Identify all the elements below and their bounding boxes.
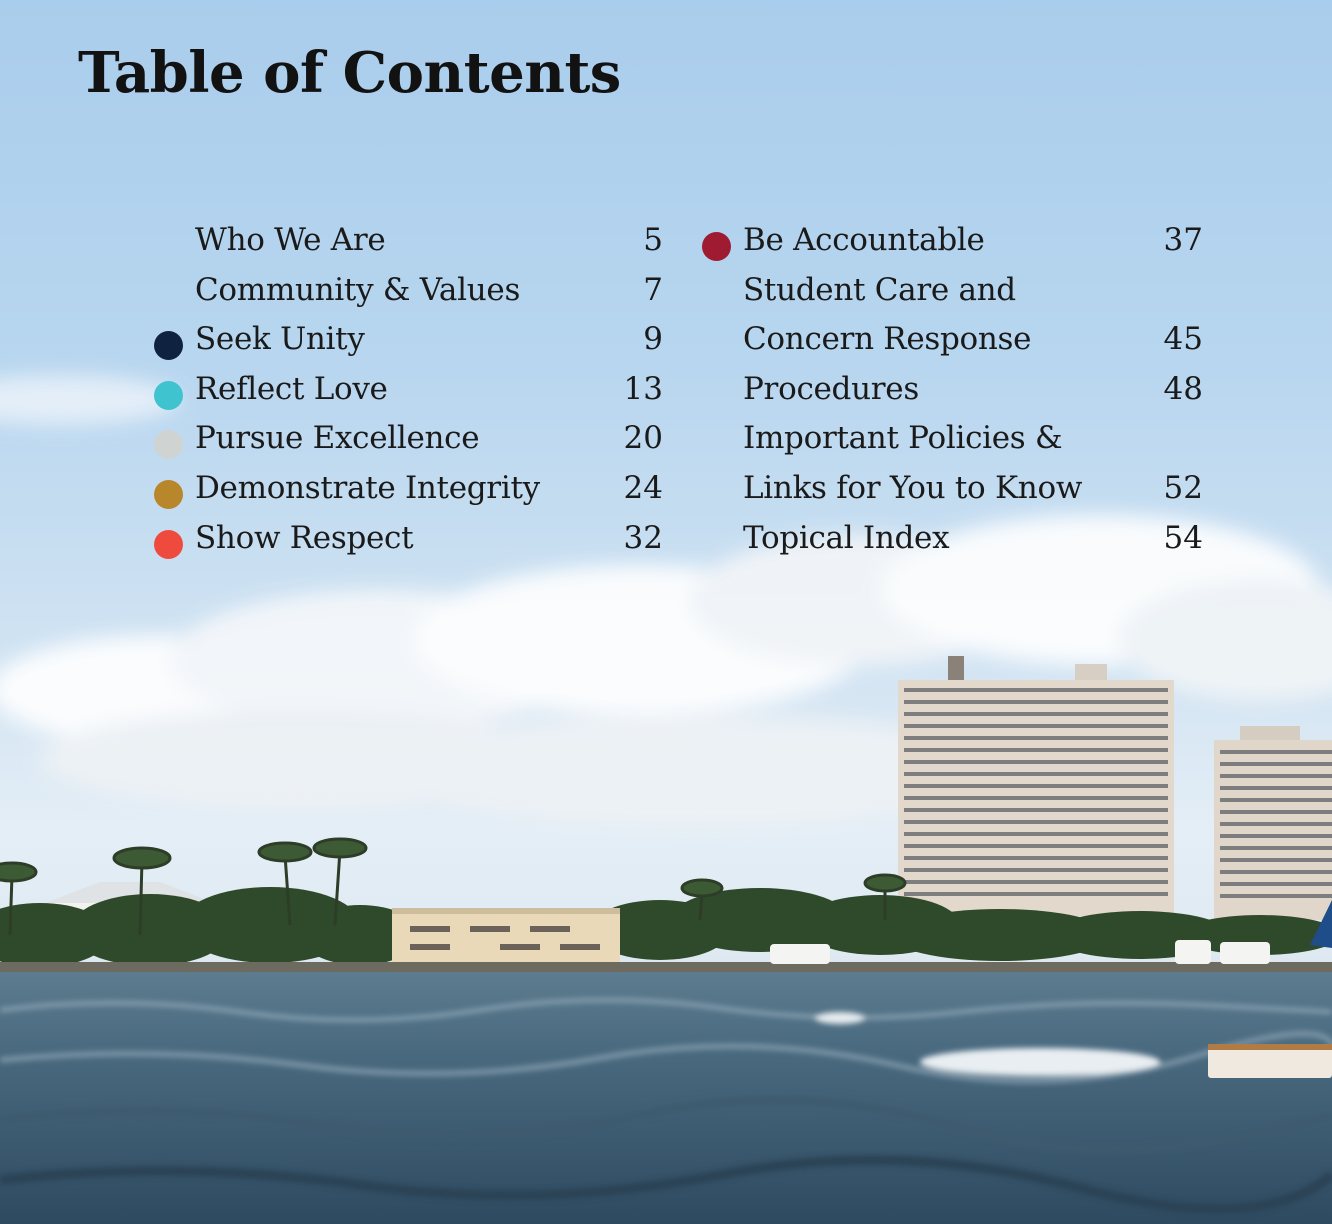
- page-title: Table of Contents: [78, 40, 621, 106]
- tower-building-1: [898, 656, 1174, 916]
- toc-entry-page-number: 5: [643, 222, 663, 258]
- section-color-dot-icon: [702, 232, 731, 261]
- toc-entry-page-number: 9: [643, 321, 663, 358]
- toc-entry-page-number: 13: [623, 370, 663, 407]
- toc-entry[interactable]: [698, 414, 1205, 464]
- section-color-dot-icon: [154, 430, 183, 459]
- toc-entry-label: Be Accountable: [743, 222, 985, 258]
- house-center: [392, 908, 620, 964]
- toc-entry-label: Concern Response: [743, 321, 1032, 358]
- section-color-dot-icon: [154, 530, 183, 559]
- toc-entry[interactable]: [698, 365, 1205, 415]
- toc-entry[interactable]: [698, 266, 1205, 316]
- toc-entry-label: Demonstrate Integrity: [195, 469, 540, 506]
- section-color-dot-icon: [154, 331, 183, 360]
- boat-foreground: [1208, 1044, 1332, 1078]
- toc-entry[interactable]: [698, 315, 1205, 365]
- toc-entry[interactable]: [150, 514, 665, 564]
- toc-entry[interactable]: [150, 414, 665, 464]
- toc-entry-page-number: 32: [623, 519, 663, 556]
- section-color-dot-icon: [154, 480, 183, 509]
- toc-entry-label: Procedures: [743, 370, 919, 407]
- toc-entry-label: Show Respect: [195, 519, 414, 556]
- toc-left-column: [150, 216, 665, 563]
- toc-entry[interactable]: [150, 315, 665, 365]
- toc-entry[interactable]: [150, 365, 665, 415]
- toc-entry-page-number: 20: [623, 420, 663, 457]
- section-color-dot-icon: [154, 381, 183, 410]
- toc-entry-page-number: 45: [1163, 321, 1203, 358]
- toc-entry-page-number: 54: [1163, 519, 1203, 556]
- tower-building-2: [1214, 726, 1332, 920]
- toc-entry-page-number: 7: [643, 271, 663, 308]
- toc-right-column: [698, 216, 1205, 563]
- toc-entry[interactable]: [150, 464, 665, 514]
- toc-entry-page-number: 24: [623, 469, 663, 506]
- toc-entry-label: Student Care and: [743, 271, 1016, 308]
- toc-entry[interactable]: [698, 216, 1205, 266]
- toc-entry-label: Reflect Love: [195, 370, 388, 407]
- toc-entry[interactable]: [150, 266, 665, 316]
- toc-entry-label: Community & Values: [195, 271, 521, 308]
- toc-entry-label: Who We Are: [195, 222, 386, 258]
- toc-entry-label: Important Policies &: [743, 420, 1063, 457]
- toc-entry-page-number: 48: [1163, 370, 1203, 407]
- toc-entry-page-number: 37: [1163, 222, 1203, 258]
- toc-entry-label: Topical Index: [743, 519, 950, 556]
- toc-entry[interactable]: [150, 216, 665, 266]
- toc-entry-label: Pursue Excellence: [195, 420, 480, 457]
- toc-entry[interactable]: [698, 514, 1205, 564]
- toc-entry[interactable]: [698, 464, 1205, 514]
- toc-entry-page-number: 52: [1163, 469, 1203, 506]
- toc-entry-label: Links for You to Know: [743, 469, 1083, 506]
- toc-entry-label: Seek Unity: [195, 321, 365, 358]
